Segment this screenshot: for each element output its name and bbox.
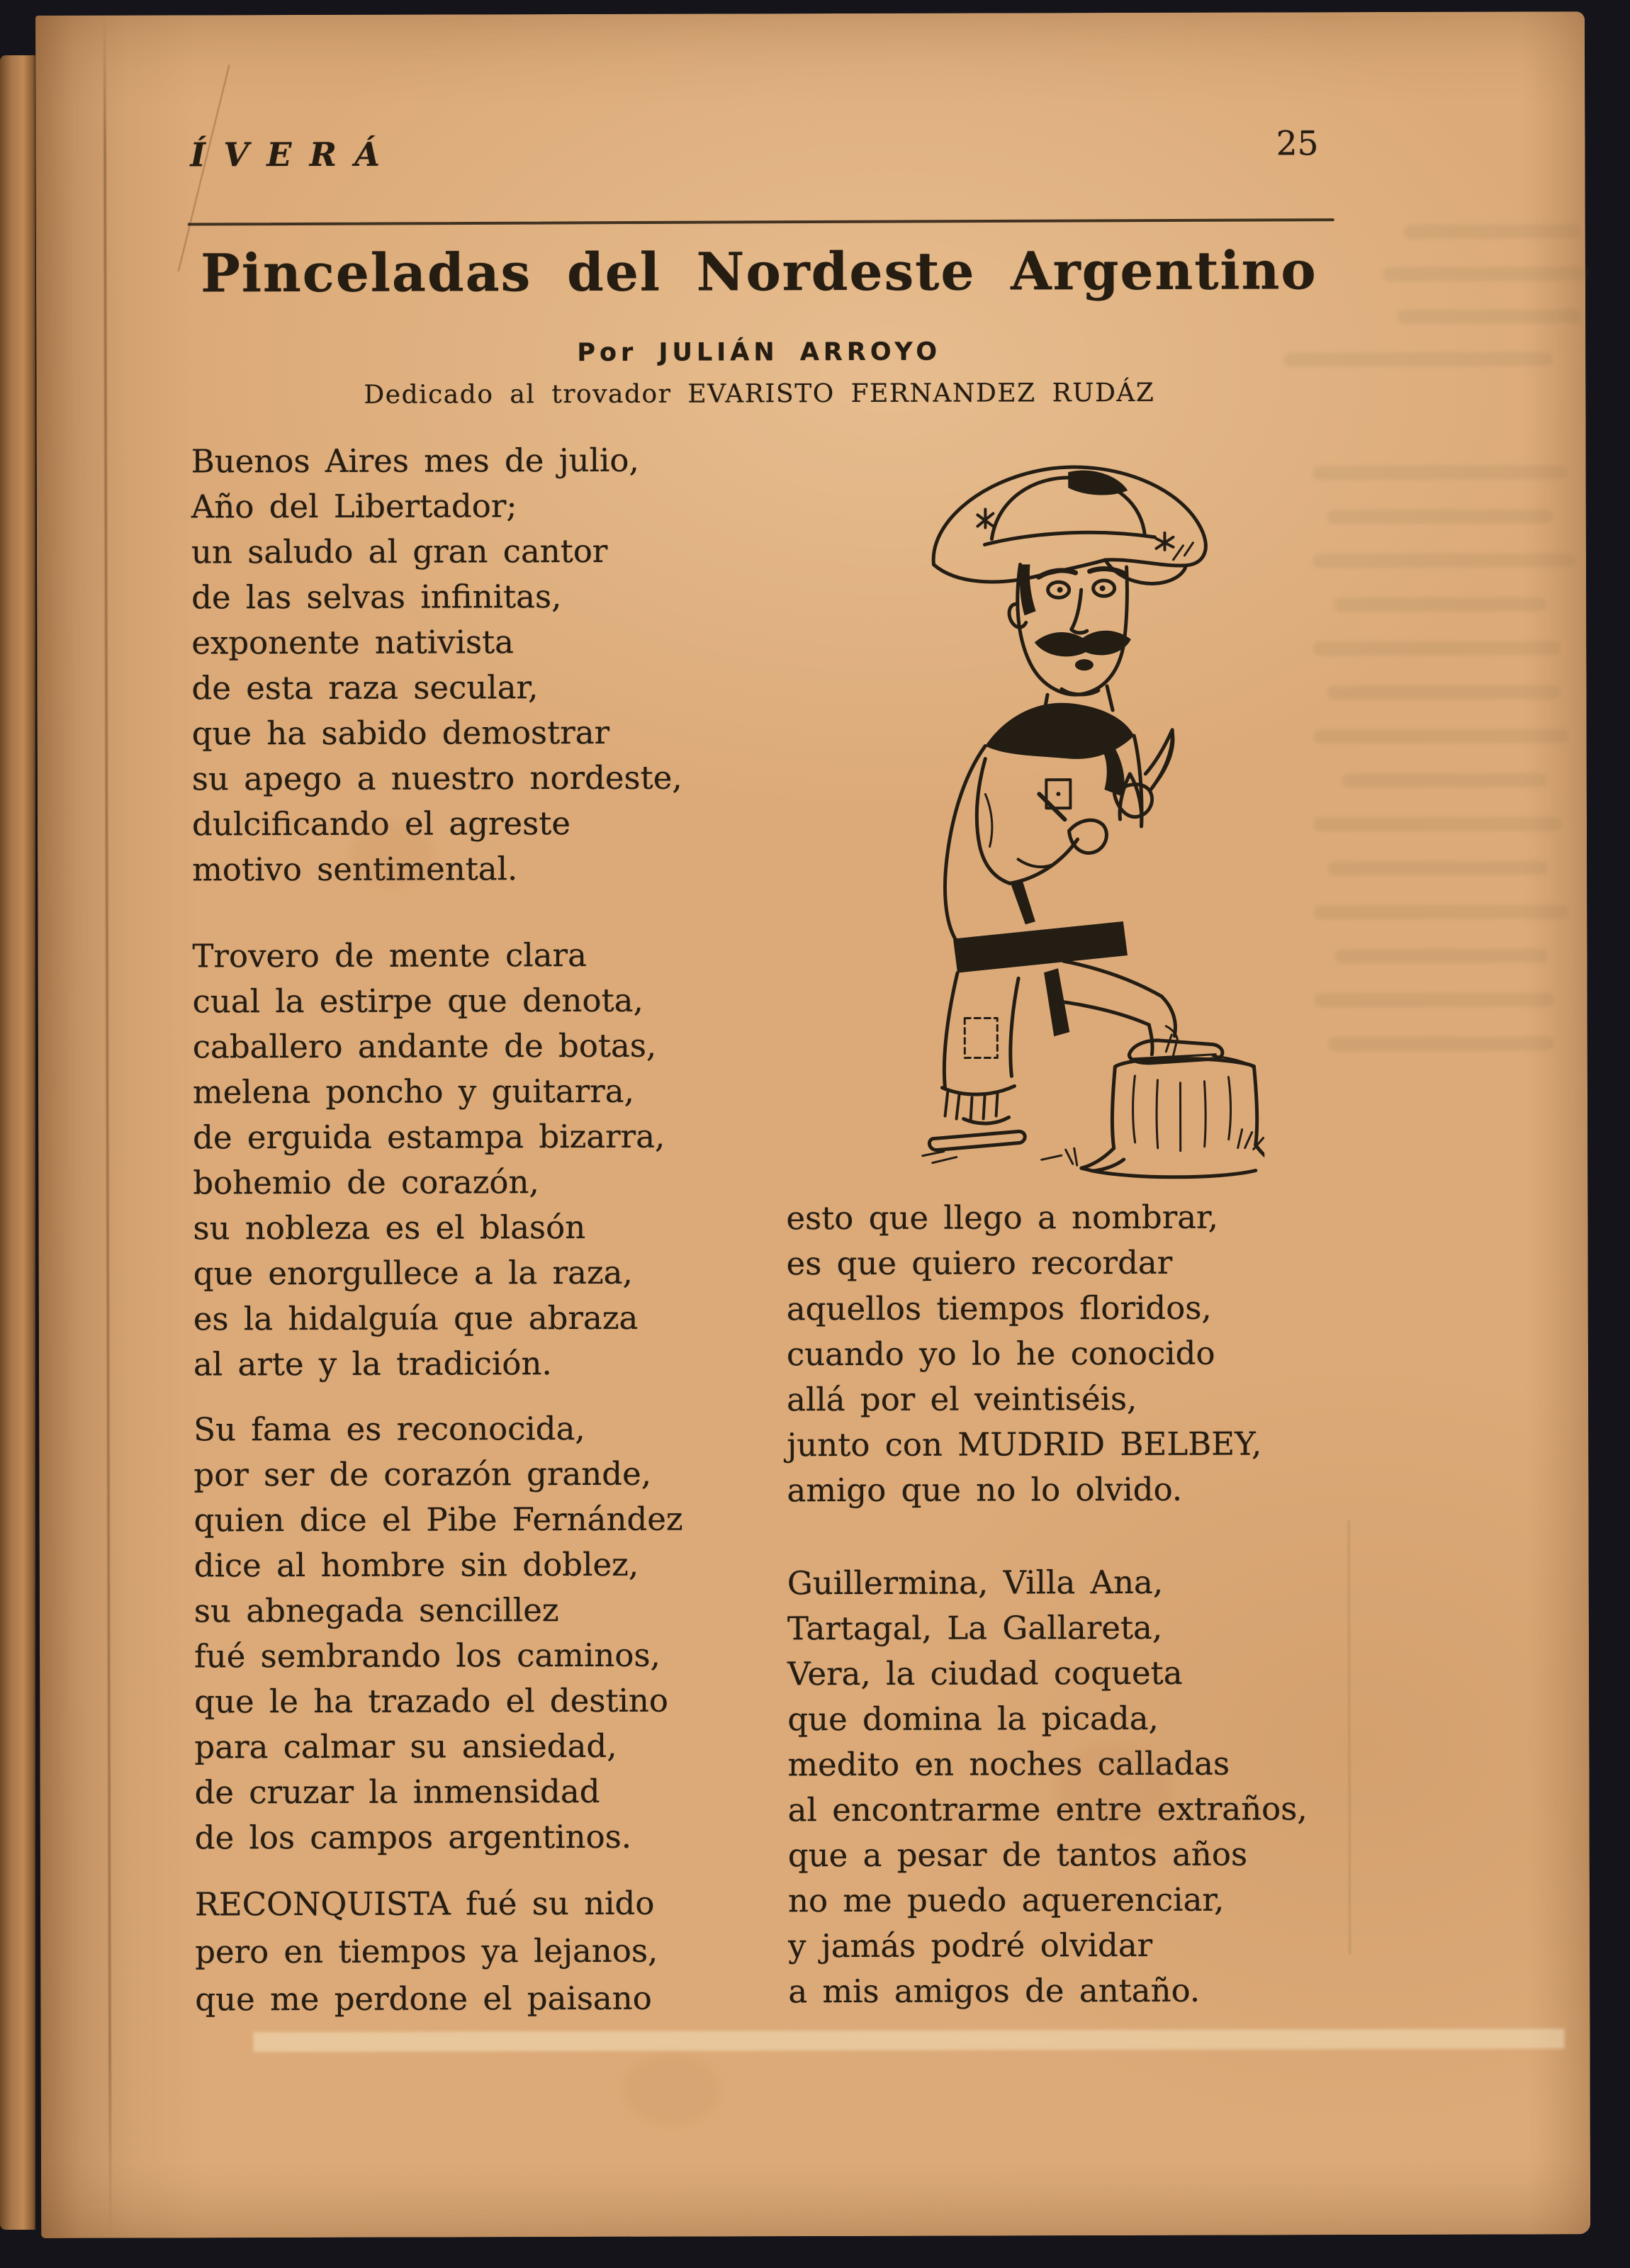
poem-line: fué sembrando los caminos,: [193, 1636, 661, 1675]
ghost-showthrough: [1313, 729, 1568, 743]
poem-line: su nobleza es el blasón: [193, 1208, 586, 1247]
poem-line: bohemio de corazón,: [193, 1163, 539, 1202]
ghost-showthrough: [1342, 773, 1547, 787]
magazine-title: ÍVERÁ: [190, 135, 398, 174]
ghost-showthrough: [1383, 266, 1588, 281]
poem-line: junto con MUDRID BELBEY,: [787, 1425, 1262, 1464]
poem-line: caballero andante de botas,: [192, 1026, 657, 1066]
ghost-showthrough: [1327, 509, 1553, 524]
poem-line: al encontrarme entre extraños,: [787, 1790, 1308, 1829]
ghost-showthrough: [1313, 904, 1568, 919]
poem-line: melena poncho y guitarra,: [192, 1072, 634, 1111]
poem-line: que me perdone el paisano: [195, 1979, 652, 2019]
paper-stain: [349, 823, 434, 887]
magazine-page: [35, 11, 1590, 2238]
stanza: [192, 933, 665, 1388]
ghost-showthrough: [1313, 641, 1561, 656]
paper-stain: [1053, 1742, 1174, 1827]
poem-line: que a pesar de tantos años: [787, 1835, 1248, 1875]
ghost-showthrough: [1404, 224, 1581, 239]
poem-line: no me puedo aquerenciar,: [787, 1880, 1225, 1920]
poem-line: al arte y la tradición.: [193, 1344, 552, 1383]
poem-line: exponente nativista: [191, 623, 515, 662]
poem-line: de esta raza secular,: [191, 668, 539, 707]
poem-line: dice al hombre sin doblez,: [193, 1545, 639, 1585]
poem-line: Tartagal, La Gallareta,: [787, 1608, 1163, 1648]
ghost-vertical-line: [1348, 1520, 1351, 1954]
ghost-showthrough: [1327, 685, 1561, 700]
page-stack-edge: [0, 55, 35, 2230]
poem-line: aquellos tiempos floridos,: [786, 1289, 1212, 1328]
poem-line: allá por el veintiséis,: [787, 1379, 1137, 1419]
poem-line: es la hidalguía que abraza: [193, 1298, 639, 1338]
poem-line: motivo sentimental.: [192, 850, 518, 889]
poem-line: cual la estirpe que denota,: [192, 981, 643, 1021]
poem-line: RECONQUISTA fué su nido: [194, 1884, 655, 1924]
poem-line: a mis amigos de antaño.: [788, 1971, 1201, 2011]
poem-line: es que quiero recordar: [786, 1243, 1173, 1283]
poem-line: Buenos Aires mes de julio,: [191, 441, 639, 481]
poem-line: que le ha trazado el destino: [194, 1681, 669, 1721]
stanza: [193, 1406, 684, 1861]
poem-line: de los campos argentinos.: [194, 1817, 632, 1857]
poem-line: para calmar su ansiedad,: [194, 1727, 617, 1766]
poem-line: su abnegada sencillez: [193, 1591, 559, 1630]
poem-line: un saludo al gran cantor: [191, 532, 608, 571]
poem-line: amigo que no lo olvido.: [787, 1470, 1183, 1510]
poem-line: Año del Libertador;: [191, 487, 517, 526]
ghost-showthrough: [1327, 860, 1547, 875]
poem-line: de las selvas infinitas,: [191, 578, 562, 617]
gutter-crease: [103, 16, 111, 2238]
paper-stain: [622, 2055, 721, 2126]
poem-line: de cruzar la inmensidad: [194, 1772, 600, 1812]
dedication: Dedicado al trovador EVARISTO FERNANDEZ RUDÁZ: [364, 378, 1155, 410]
poem-line: esto que llego a nombrar,: [786, 1198, 1218, 1237]
article-title: Pinceladas del Nordeste Argentino: [201, 240, 1317, 305]
gaucho-illustration: [877, 425, 1265, 1194]
ghost-showthrough: [1283, 352, 1553, 366]
ghost-showthrough: [1313, 553, 1575, 568]
poem-line: por ser de corazón grande,: [193, 1454, 652, 1494]
poem-line: dulcificando el agreste: [191, 804, 570, 843]
ghost-showthrough: [1314, 992, 1555, 1007]
poem-line: Trovero de mente clara: [192, 936, 587, 975]
byline: Por JULIÁN ARROYO: [577, 337, 942, 368]
ghost-showthrough: [1334, 597, 1546, 612]
poem-line: que ha sabido demostrar: [191, 713, 610, 753]
poem-line: su apego a nuestro nordeste,: [191, 758, 682, 798]
ghost-showthrough: [1313, 816, 1561, 831]
ghost-showthrough: [1334, 948, 1547, 963]
ghost-showthrough: [1313, 465, 1568, 480]
stanza: [787, 1559, 1308, 2014]
poem-line: que enorgullece a la raza,: [193, 1253, 633, 1293]
poem-line: de erguida estampa bizarra,: [193, 1117, 665, 1157]
page-number: 25: [1276, 124, 1319, 164]
poem-line: Vera, la ciudad coqueta: [787, 1654, 1183, 1693]
poem-line: que domina la picada,: [787, 1699, 1159, 1739]
poem-line: cuando yo lo he conocido: [786, 1334, 1215, 1374]
scan-flare-band: [253, 2028, 1564, 2052]
stanza: [786, 1194, 1261, 1513]
gaucho-drawing: [877, 425, 1265, 1194]
poem-line: Guillermina, Villa Ana,: [787, 1563, 1164, 1602]
stanza: [191, 438, 682, 893]
header-rule: [188, 218, 1334, 225]
poem-line: pero en tiempos ya lejanos,: [195, 1931, 658, 1971]
poem-line: Su fama es reconocida,: [193, 1409, 585, 1449]
poem-line: medito en noches calladas: [787, 1744, 1230, 1784]
ghost-showthrough: [1397, 309, 1581, 324]
ghost-showthrough: [1328, 1036, 1555, 1051]
poem-line: quien dice el Pibe Fernández: [193, 1500, 683, 1539]
poem-line: y jamás podré olvidar: [788, 1926, 1153, 1965]
stanza: [195, 1880, 658, 2023]
